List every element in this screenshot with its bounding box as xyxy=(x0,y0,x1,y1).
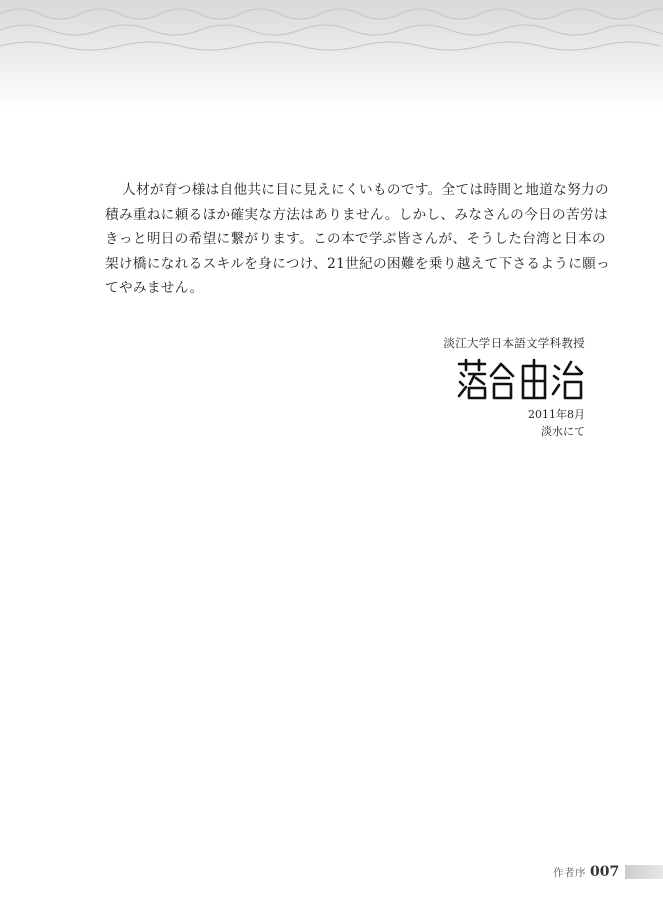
footer-bar xyxy=(625,865,663,879)
body-line: 架け橋になれるスキルを身につけ、21世紀の困難を乗り越えて下さるように願っ xyxy=(105,255,611,272)
author-affiliation: 淡江大学日本語文学科教授 xyxy=(443,336,585,350)
signature-date: 2011年8月 xyxy=(528,408,585,421)
body-line: きっと明日の希望に繋がります。この本で学ぶ皆さんが、そうした台湾と日本の xyxy=(105,231,606,247)
decorative-wave-header xyxy=(0,0,663,110)
page-number: 007 xyxy=(590,864,620,880)
body-line: 人材が育つ様は自他共に目に見えにくいものです。全ては時間と地道な努力の xyxy=(122,182,609,198)
section-label: 作者序 xyxy=(553,866,586,879)
body-line: てやみません。 xyxy=(105,280,204,296)
handwritten-signature xyxy=(455,358,585,402)
body-line: 積み重ねに頼るほか確実な方法はありません。しかし、みなさんの今日の苦労は xyxy=(105,206,608,223)
preface-body xyxy=(105,178,611,301)
signature-place: 淡水にて xyxy=(541,425,585,438)
wave-pattern-icon xyxy=(0,0,663,60)
signature-block xyxy=(443,334,585,440)
page-footer xyxy=(553,863,663,881)
